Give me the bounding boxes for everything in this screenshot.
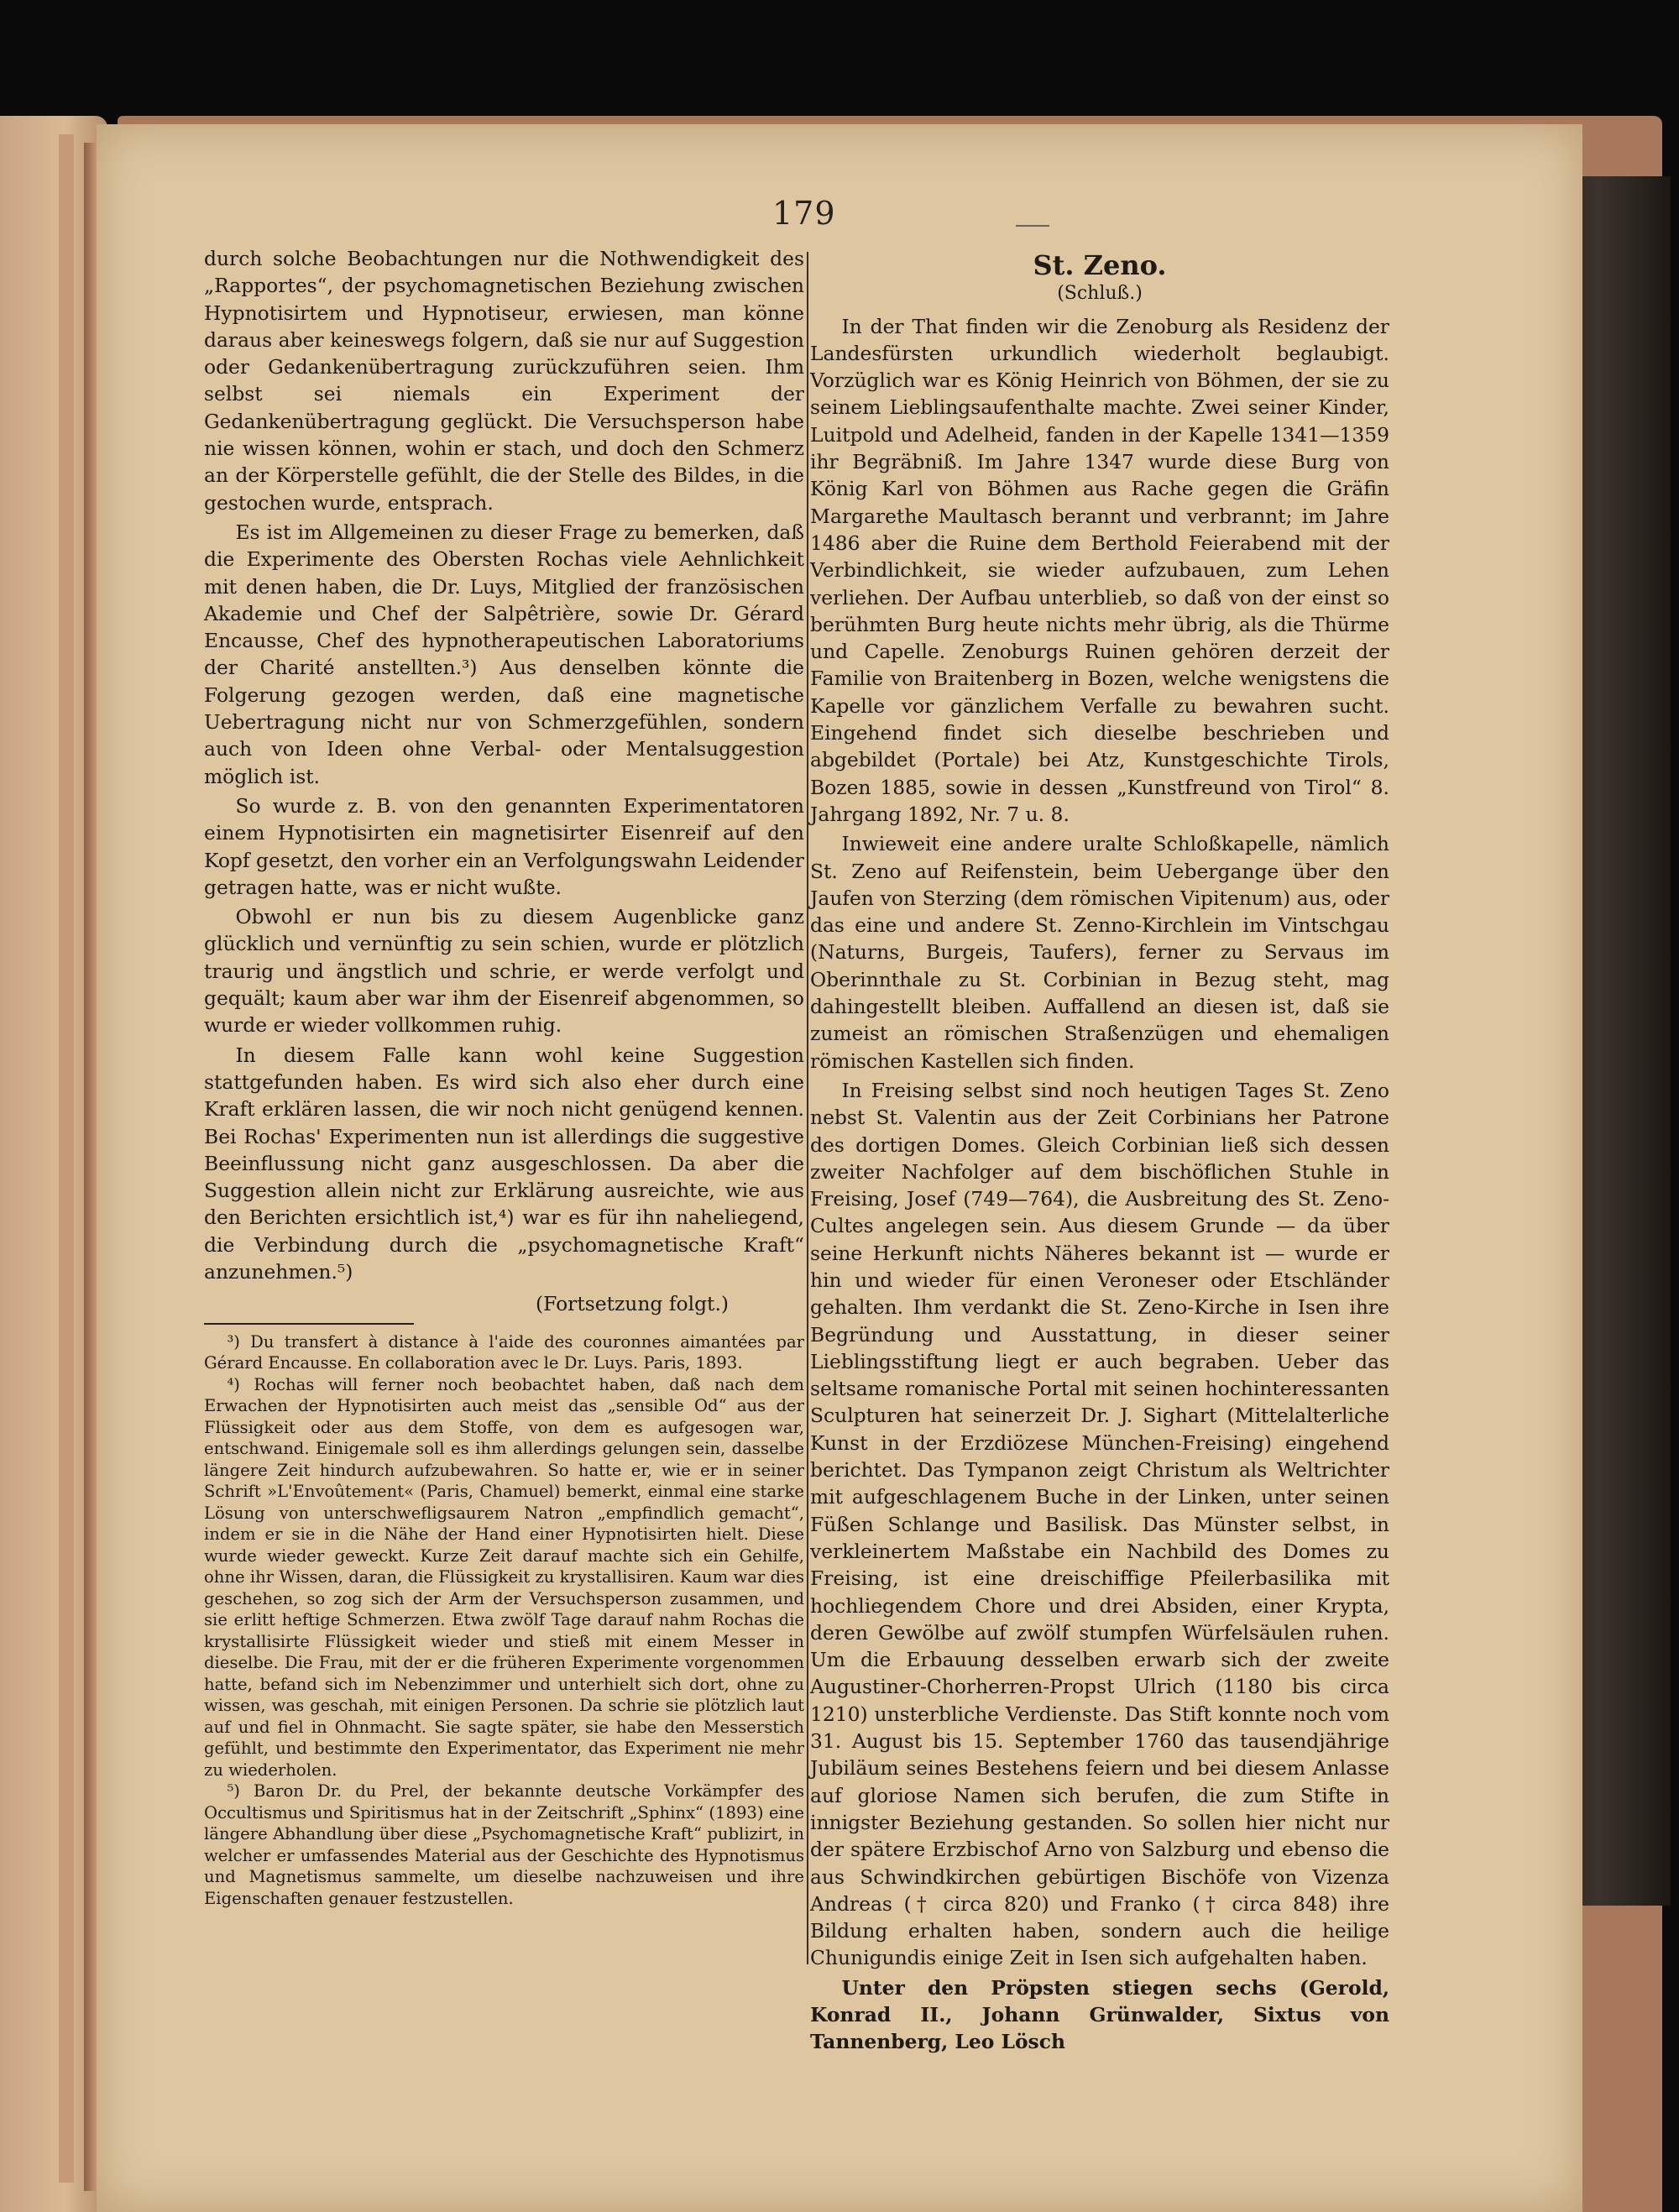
right-paragraph-3: In Freising selbst sind noch heutigen Tages St. Zeno nebst St. Valentin aus der Zeit Corbinians her Patrone des dortigen Domes. Gleich Corbinian ließ sich dessen zweiter Nachfolger auf dem bischöflichen Stuhle in Freising, Josef (749—764), die Ausbreitung des St. Zeno-Cultes angelegen sein. Aus diesem Grunde — da über seine Herkunft nichts Näheres bekannt ist — wurde er hin und wieder für einen Veroneser oder Etschländer gehalten. Ihm verdankt die St. Zeno-Kirche in Isen ihre Begründung und Ausstattung, in dieser seiner Lieblingsstiftung liegt er auch begraben. Ueber das seltsame romanische Portal mit seinen hochinteressanten Sculpturen hat seinerzeit Dr. J. Sighart (Mittelalterliche Kunst in der Erzdiözese München-Freising) eingehend berichtet. Das Tympanon zeigt Christum als Weltrichter mit aufgeschlagenem Buche in der Linken, unter seinen Füßen Schlange und Basilisk. Das Münster selbst, in verkleinertem Maßstabe ein Nachbild des Domes zu Freising, ist eine dreischiffige Pfeilerbasilika mit hochliegendem Chore und drei Absiden, einer Krypta, deren Gewölbe auf zwölf stumpfen Würfelsäulen ruhen. Um die Erbauung desselben erwarb sich der zweite Augustiner-Chorherren-Propst Ulrich (1180 bis circa 1210) unsterbliche Verdienste. Das Stift konnte noch vom 31. August bis 15. September 1760 das tausendjährige Jubiläum seines Bestehens feiern und bei diesem Anlasse auf gloriose Namen sich berufen, die zum Stifte in innigster Beziehung gestanden. So sollen hier nicht nur der spätere Erzbischof Arno von Salzburg und ebenso die aus Schwindkirchen gebürtigen Bischöfe von Vizenza Andreas († circa 820) und Franko († circa 848) ihre Bildung erhalten haben, sondern auch die heilige Chunigundis einige Zeit in Isen sich aufgehalten haben.: [810, 1078, 1389, 1970]
left-paragraph-4: Obwohl er nun bis zu diesem Augenblicke ganz glücklich und vernünftig zu sein schien, wurde er plötzlich traurig und ängstlich und schrie, er werde verfolgt und gequält; kaum aber war ihm der Eisenreif abgenommen, so wurde er wieder vollkommen ruhig.: [204, 905, 804, 1038]
left-paragraph-2: Es ist im Allgemeinen zu dieser Frage zu bemerken, daß die Experimente des Obersten Rochas viele Aehnlichkeit mit denen haben, die Dr. Luys, Mitglied der französischen Akademie und Chef der Salpêtrière, sowie Dr. Gérard Encausse, Chef des hypnotherapeutischen Laboratoriums der Charité anstellten.³) Aus denselben könnte die Folgerung gezogen werden, daß eine magnetische Uebertragung nicht nur von Schmerzgefühlen, sondern auch von Ideen ohne Verbal- oder Mentalsuggestion möglich ist.: [204, 520, 804, 788]
header-dash: [1016, 225, 1049, 227]
left-column: [204, 245, 804, 1909]
page-number: 179: [772, 195, 836, 232]
footnotes: [204, 1331, 804, 1910]
footnote-rule: [204, 1323, 414, 1325]
continuation-note: (Fortsetzung folgt.): [536, 1292, 729, 1316]
left-paragraph-5: In diesem Falle kann wohl keine Suggestion stattgefunden haben. Es wird sich also eher durch eine Kraft erklären lassen, die wir noch nicht genügend kennen. Bei Rochas' Experimenten nun ist allerdings die suggestive Beeinflussung nicht ganz ausgeschlossen. Da aber die Suggestion allein nicht zur Erklärung ausreichte, wie aus den Berichten ersichtlich ist,⁴) war es für ihn naheliegend, die Verbindung durch die „psychomagnetische Kraft“ anzunehmen.⁵): [204, 1043, 804, 1284]
right-column: [810, 249, 1389, 2058]
footnote-5: ⁵) Baron Dr. du Prel, der bekannte deutsche Vorkämpfer des Occultismus und Spiritismus hat in der Zeitschrift „Sphinx“ (1893) eine längere Abhandlung über diese „Psychomagnetische Kraft“ publizirt, in welcher er umfassendes Material aus der Geschichte des Hypnotismus und Magnetismus sammelte, um dieselbe nachzuweisen und ihre Eigenschaften genauer festzustellen.: [204, 1781, 804, 1908]
column-divider: [807, 252, 808, 1964]
right-paragraph-2: Inwieweit eine andere uralte Schloßkapelle, nämlich St. Zeno auf Reifenstein, beim Uebergange über den Jaufen von Sterzing (dem römischen Vipitenum) aus, oder das eine und andere St. Zenno-Kirchlein im Vintschgau (Naturns, Burgeis, Taufers), ferner zu Servaus im Oberinnthale zu St. Corbinian in Bezug steht, mag dahingestellt bleiben. Auffallend an diesen ist, daß sie zumeist an römischen Straßenzügen und ehemaligen römischen Kastellen sich finden.: [810, 832, 1389, 1073]
left-paragraph-1: durch solche Beobachtungen nur die Nothwendigkeit des „Rapportes“, der psychomagnetischen Beziehung zwischen Hypnotisirtem und Hypnotiseur, erwiesen, man könne daraus aber keineswegs folgern, daß sie nur auf Suggestion oder Gedankenübertragung zurückzuführen seien. Ihm selbst sei niemals ein Experiment der Gedankenübertragung geglückt. Die Versuchsperson habe nie wissen können, wohin er stach, und doch den Schmerz an der Körperstelle gefühlt, die der Stelle des Bildes, in die gestochen wurde, entsprach.: [204, 247, 804, 515]
left-page-margin: [59, 134, 74, 2183]
article-subtitle: (Schluß.): [1057, 283, 1143, 305]
article-title: St. Zeno.: [1033, 249, 1167, 281]
right-paragraph-1: In der That finden wir die Zenoburg als Residenz der Landesfürsten urkundlich wiederholt beglaubigt. Vorzüglich war es König Heinrich von Böhmen, der sie zu seinem Lieblingsaufenthalte machte. Zwei seiner Kinder, Luitpold und Adelheid, fanden in der Kapelle 1341—1359 ihr Begräbniß. Im Jahre 1347 wurde diese Burg von König Karl von Böhmen aus Rache gegen die Gräfin Margarethe Maultasch berannt und verbrannt; im Jahre 1486 aber die Ruine dem Berthold Feierabend mit der Verbindlichkeit, sie wieder aufzubauen, zum Lehen verliehen. Der Aufbau unterblieb, so daß von der einst so berühmten Burg heute nichts mehr übrig, als die Thürme und Capelle. Zenoburgs Ruinen gehören derzeit der Familie von Braitenberg in Bozen, welche wenigstens die Kapelle vor gänzlichem Verfalle zu bewahren sucht. Eingehend findet sich dieselbe beschrieben und abgebildet (Portale) bei Atz, Kunstgeschichte Tirols, Bozen 1885, sowie in dessen „Kunstfreund von Tirol“ 8. Jahrgang 1892, Nr. 7 u. 8.: [810, 314, 1389, 826]
footnote-3: ³) Du transfert à distance à l'aide des couronnes aimantées par Gérard Encausse. En collaboration avec le Dr. Luys. Paris, 1893.: [204, 1331, 804, 1373]
footnote-4: ⁴) Rochas will ferner noch beobachtet haben, daß nach dem Erwachen der Hypnotisirten auch meist das „sensible Od“ aus der Flüssigkeit oder aus dem Stoffe, von dem es aufgesogen war, entschwand. Einigemale soll es ihm allerdings gelungen sein, dasselbe längere Zeit hindurch aufzubewahren. So hatte er, wie er in seiner Schrift »L'Envoûtement« (Paris, Chamuel) bemerkt, einmal eine starke Lösung von unterschwefligsaurem Natron „empfindlich gemacht“, indem er sie in die Nähe der Hand einer Hypnotisirten hielt. Diese wurde wieder geweckt. Kurze Zeit darauf machte sich ein Gehilfe, ohne ihr Wissen, daran, die Flüssigkeit zu krystallisiren. Kaum war dies geschehen, so zog sich der Arm der Versuchsperson zusammen, und sie erlitt heftige Schmerzen. Etwa zwölf Tage darauf nahm Rochas die krystallisirte Flüssigkeit wieder und stieß mit einem Messer in dieselbe. Die Frau, mit der er die früheren Experimente vorgenommen hatte, befand sich im Nebenzimmer und unterhielt sich dort, ohne zu wissen, was geschah, mit einigen Personen. Da schrie sie plötzlich laut auf und fiel in Ohnmacht. Sie sagte später, sie habe den Messerstich gefühlt, und bestimmte den Experimentator, das Experiment nie mehr zu wiederholen.: [204, 1374, 804, 1780]
left-paragraph-3: So wurde z. B. von den genannten Experimentatoren einem Hypnotisirten ein magnetisirter Eisenreif auf den Kopf gesetzt, den vorher ein an Verfolgungswahn Leidender getragen hatte, was er nicht wußte.: [204, 793, 804, 899]
right-paragraph-4: Unter den Pröpsten stiegen sechs (Gerold, Konrad II., Johann Grünwalder, Sixtus von Tannenberg, Leo Lösch: [810, 1975, 1389, 2054]
